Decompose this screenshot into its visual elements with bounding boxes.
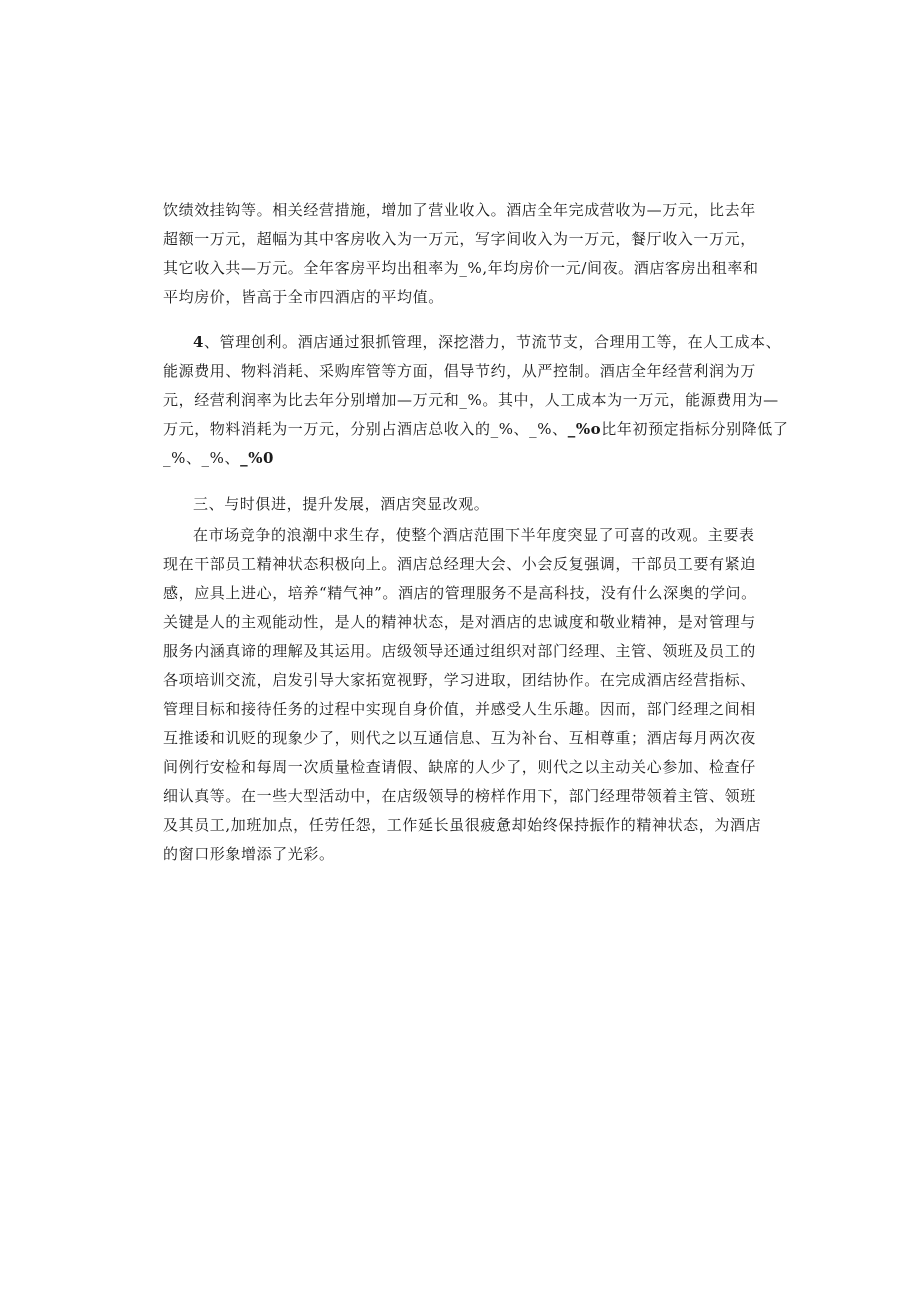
paragraph-line: 能源费用、物料消耗、采购库管等方面，倡导节约，从严控制。酒店全年经营利润为万 — [163, 362, 756, 380]
percent-value: _%0 — [240, 449, 275, 467]
paragraph-line: 互推诿和讥贬的现象少了，则代之以互通信息、互为补台、互相尊重；酒店每月两次夜 — [163, 729, 756, 747]
paragraph-line: 现在干部员工精神状态积极向上。酒店总经理大会、小会反复强调，干部员工要有紧迫 — [163, 555, 756, 573]
paragraph-line: 感，应具上进心，培养“精气神”。酒店的管理服务不是高科技，没有什么深奥的学问。 — [163, 584, 757, 602]
paragraph-line: 在市场竞争的浪潮中求生存，使整个酒店范围下半年度突显了可喜的改观。主要表 — [193, 526, 755, 544]
line-text: _%、_%、 — [163, 449, 241, 467]
heading-text: 三、与时俱进，提升发展，酒店突显改观。 — [193, 495, 490, 513]
paragraph-revenue — [163, 196, 763, 312]
paragraph-line: 服务内涵真谛的理解及其运用。店级领导还通过组织对部门经理、主管、领班及员工的 — [163, 642, 756, 660]
paragraph-line — [163, 328, 782, 357]
line-text: 比年初预定指标分别降低了 — [601, 420, 789, 438]
percent-value: _%o — [567, 420, 602, 438]
paragraph-line — [163, 415, 789, 444]
paragraph-line: 的窗口形象增添了光彩。 — [163, 845, 335, 863]
paragraph-line: 关键是人的主观能动性，是人的精神状态，是对酒店的忠诚度和敬业精神，是对管理与 — [163, 613, 756, 631]
paragraph-line: 细认真等。在一些大型活动中，在店级领导的榜样作用下，部门经理带领着主管、领班 — [163, 787, 756, 805]
paragraph-line: 平均房价，皆高于全市四酒店的平均值。 — [163, 288, 444, 306]
line-text: 万元，物料消耗为一万元，分别占酒店总收入的_%、_%、 — [163, 420, 568, 438]
line-text: 、管理创利。酒店通过狠抓管理，深挖潜力，节流节支，合理用工等，在人工成本、 — [204, 333, 782, 351]
paragraph-line — [163, 444, 763, 473]
paragraph-management — [163, 328, 789, 473]
paragraph-line: 管理目标和接待任务的过程中实现自身价值，并感受人生乐趣。因而，部门经理之间相 — [163, 700, 756, 718]
paragraph-improvement — [163, 521, 763, 869]
paragraph-line: 元，经营利润率为比去年分别增加—万元和_%。其中，人工成本为一万元，能源费用为— — [163, 391, 779, 409]
paragraph-line: 饮绩效挂钩等。相关经营措施，增加了营业收入。酒店全年完成营收为—万元，比去年 — [163, 201, 756, 219]
paragraph-line: 各项培训交流，启发引导大家拓宽视野，学习进取，团结协作。在完成酒店经营指标、 — [163, 671, 756, 689]
paragraph-line: 其它收入共—万元。全年客房平均出租率为_%,年均房价一元/间夜。酒店客房出租率和 — [163, 259, 759, 277]
section-heading-3 — [163, 490, 763, 519]
paragraph-line: 及其员工,加班加点，任劳任怨，工作延长虽很疲惫却始终保持振作的精神状态，为酒店 — [163, 816, 762, 834]
paragraph-line: 间例行安检和每周一次质量检查请假、缺席的人少了，则代之以主动关心参加、检查仔 — [163, 758, 756, 776]
section-number: 4 — [193, 333, 205, 351]
paragraph-line: 超额一万元，超幅为其中客房收入为一万元，写字间收入为一万元，餐厅收入一万元， — [163, 230, 756, 248]
